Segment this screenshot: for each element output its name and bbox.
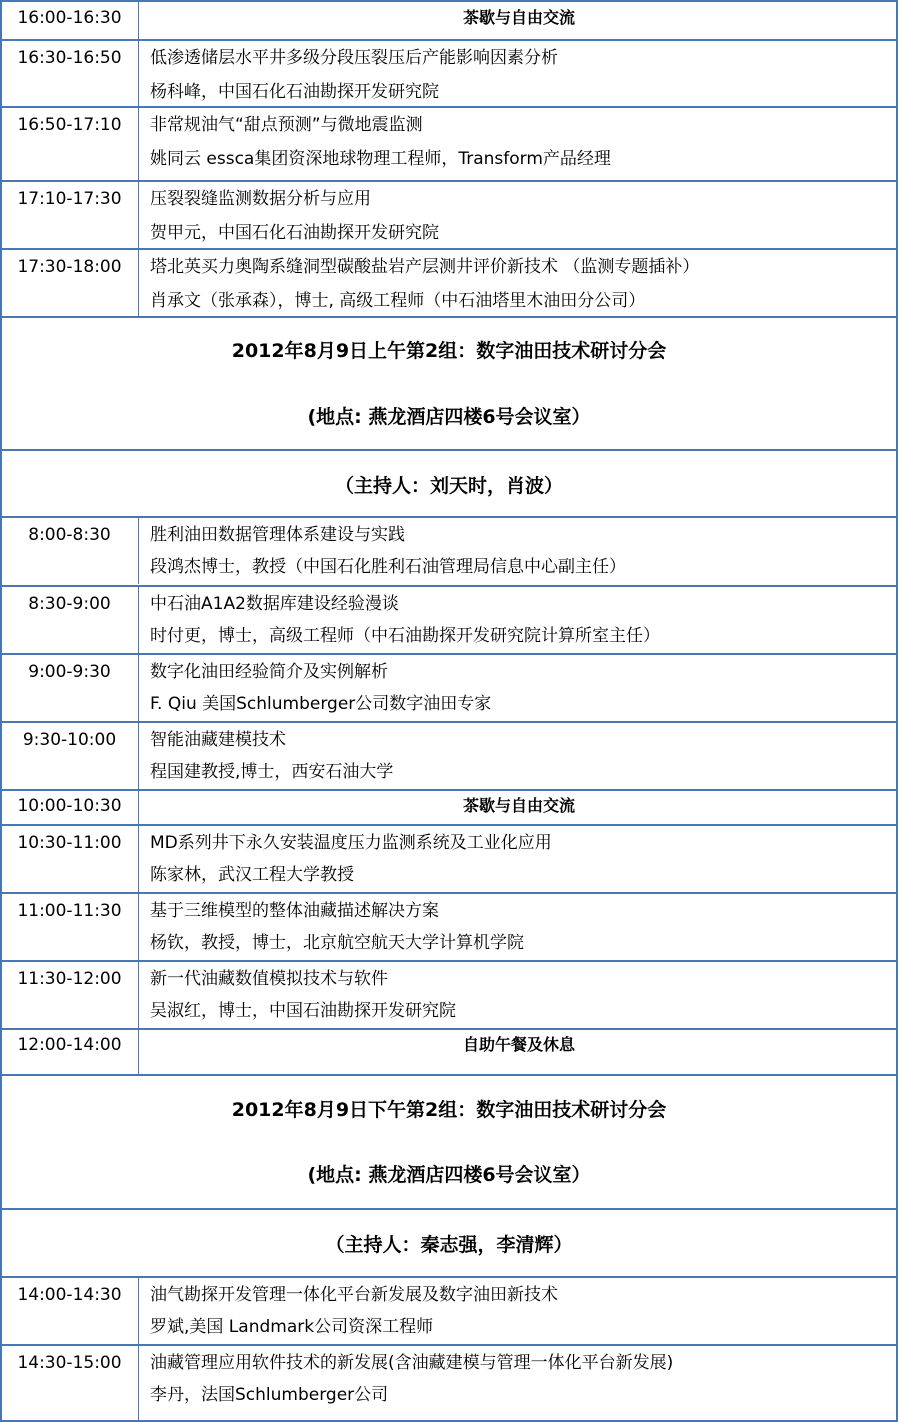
talk-speaker: 程国建教授,博士，西安石油大学 bbox=[150, 762, 394, 782]
time-label: 12:00-14:00 bbox=[17, 1035, 122, 1055]
talk-title: 低渗透储层水平井多级分段压裂压后产能影响因素分析 bbox=[150, 48, 558, 68]
talk-cell bbox=[140, 723, 898, 789]
time-label: 17:10-17:30 bbox=[17, 189, 122, 209]
talk-speaker: 罗斌,美国 Landmark公司资深工程师 bbox=[150, 1317, 434, 1337]
talk-title: 中石油A1A2数据库建设经验漫谈 bbox=[150, 594, 399, 614]
table-row bbox=[0, 41, 898, 107]
time-cell bbox=[0, 826, 139, 892]
table-row bbox=[0, 587, 898, 653]
time-cell bbox=[0, 108, 139, 180]
talk-speaker: 吴淑红，博士，中国石油勘探开发研究院 bbox=[150, 1001, 456, 1021]
talk-speaker: 肖承文（张承森），博士, 高级工程师（中石油塔里木油田分公司） bbox=[150, 291, 646, 311]
talk-cell bbox=[140, 1278, 898, 1344]
table-row bbox=[0, 655, 898, 721]
time-label: 10:00-10:30 bbox=[17, 796, 122, 816]
talk-cell bbox=[140, 41, 898, 107]
session-host bbox=[0, 1210, 898, 1276]
table-row bbox=[0, 962, 898, 1028]
session-location: (地点: 燕龙酒店四楼6号会议室） bbox=[307, 406, 591, 428]
time-cell bbox=[0, 587, 139, 653]
table-row bbox=[0, 826, 898, 892]
table-row bbox=[0, 518, 898, 584]
break-cell bbox=[140, 1030, 898, 1075]
talk-speaker: 杨钦，教授，博士，北京航空航天大学计算机学院 bbox=[150, 933, 524, 953]
talk-cell bbox=[140, 250, 898, 317]
session-location: (地点: 燕龙酒店四楼6号会议室） bbox=[307, 1164, 591, 1186]
talk-title: 压裂裂缝监测数据分析与应用 bbox=[150, 189, 371, 209]
table-row bbox=[0, 1346, 898, 1420]
talk-title: 胜利油田数据管理体系建设与实践 bbox=[150, 525, 405, 545]
talk-title: MD系列井下永久安装温度压力监测系统及工业化应用 bbox=[150, 833, 552, 853]
talk-title: 非常规油气“甜点预测”与微地震监测 bbox=[150, 115, 423, 135]
table-row bbox=[0, 894, 898, 960]
talk-speaker: 李丹，法国Schlumberger公司 bbox=[150, 1385, 389, 1405]
talk-cell bbox=[140, 655, 898, 721]
talk-title: 智能油藏建模技术 bbox=[150, 730, 286, 750]
table-row bbox=[0, 723, 898, 789]
talk-cell bbox=[140, 962, 898, 1028]
time-cell bbox=[0, 962, 139, 1028]
time-label: 8:30-9:00 bbox=[28, 594, 111, 614]
session-host-label: （主持人：刘天时，肖波） bbox=[334, 475, 563, 497]
table-row bbox=[0, 791, 898, 824]
talk-speaker: 陈家林，武汉工程大学教授 bbox=[150, 865, 354, 885]
break-cell bbox=[140, 791, 898, 824]
time-cell bbox=[0, 791, 139, 824]
talk-title: 新一代油藏数值模拟技术与软件 bbox=[150, 969, 388, 989]
time-cell bbox=[0, 1030, 139, 1075]
table-row bbox=[0, 1030, 898, 1075]
session-title: 2012年8月9日上午第2组：数字油田技术研讨分会 bbox=[231, 340, 667, 362]
time-label: 14:00-14:30 bbox=[17, 1285, 122, 1305]
table-row bbox=[0, 182, 898, 248]
time-label: 9:30-10:00 bbox=[22, 730, 117, 750]
lunch-label: 自助午餐及休息 bbox=[462, 1035, 575, 1054]
table-row bbox=[0, 1278, 898, 1344]
talk-cell bbox=[140, 108, 898, 180]
talk-cell bbox=[140, 826, 898, 892]
session-host-label: （主持人：秦志强，李清辉） bbox=[325, 1234, 573, 1256]
talk-cell bbox=[140, 518, 898, 584]
time-label: 14:30-15:00 bbox=[17, 1353, 122, 1373]
talk-title: 油藏管理应用软件技术的新发展(含油藏建模与管理一体化平台新发展) bbox=[150, 1353, 674, 1373]
talk-cell bbox=[140, 894, 898, 960]
table-row bbox=[0, 250, 898, 317]
time-cell bbox=[0, 894, 139, 960]
talk-cell bbox=[140, 587, 898, 653]
time-cell bbox=[0, 723, 139, 789]
table-row bbox=[0, 0, 898, 40]
break-label: 茶歇与自由交流 bbox=[462, 796, 575, 815]
time-cell bbox=[0, 518, 139, 584]
time-label: 11:00-11:30 bbox=[17, 901, 122, 921]
talk-title: 油气勘探开发管理一体化平台新发展及数字油田新技术 bbox=[150, 1285, 558, 1305]
talk-speaker: F. Qiu 美国Schlumberger公司数字油田专家 bbox=[150, 694, 492, 714]
time-cell bbox=[0, 0, 139, 40]
time-label: 10:30-11:00 bbox=[17, 833, 122, 853]
session-header bbox=[0, 1076, 898, 1209]
time-cell bbox=[0, 655, 139, 721]
time-label: 8:00-8:30 bbox=[28, 525, 111, 545]
time-label: 16:00-16:30 bbox=[17, 8, 122, 28]
break-cell bbox=[140, 0, 898, 40]
time-label: 11:30-12:00 bbox=[17, 969, 122, 989]
talk-cell bbox=[140, 182, 898, 248]
session-title: 2012年8月9日下午第2组：数字油田技术研讨分会 bbox=[231, 1099, 667, 1121]
time-cell bbox=[0, 41, 139, 107]
talk-title: 基于三维模型的整体油藏描述解决方案 bbox=[150, 901, 439, 921]
break-label: 茶歇与自由交流 bbox=[462, 8, 575, 27]
time-label: 16:30-16:50 bbox=[17, 48, 122, 68]
time-cell bbox=[0, 182, 139, 248]
talk-speaker: 时付更，博士，高级工程师（中石油勘探开发研究院计算所室主任） bbox=[150, 626, 660, 646]
talk-title: 数字化油田经验简介及实例解析 bbox=[150, 662, 388, 682]
time-cell bbox=[0, 250, 139, 317]
talk-speaker: 姚同云 essca集团资深地球物理工程师，Transform产品经理 bbox=[150, 149, 611, 169]
talk-speaker: 段鸿杰博士，教授（中国石化胜利石油管理局信息中心副主任） bbox=[150, 557, 626, 577]
time-label: 17:30-18:00 bbox=[17, 257, 122, 277]
session-header bbox=[0, 318, 898, 450]
table-row bbox=[0, 108, 898, 180]
time-cell bbox=[0, 1346, 139, 1420]
talk-title: 塔北英买力奥陶系缝洞型碳酸盐岩产层测井评价新技术 （监测专题插补） bbox=[150, 257, 700, 277]
talk-speaker: 杨科峰，中国石化石油勘探开发研究院 bbox=[150, 82, 439, 102]
time-label: 16:50-17:10 bbox=[17, 115, 122, 135]
talk-cell bbox=[140, 1346, 898, 1420]
time-cell bbox=[0, 1278, 139, 1344]
talk-speaker: 贺甲元，中国石化石油勘探开发研究院 bbox=[150, 223, 439, 243]
time-label: 9:00-9:30 bbox=[28, 662, 111, 682]
session-host bbox=[0, 451, 898, 517]
